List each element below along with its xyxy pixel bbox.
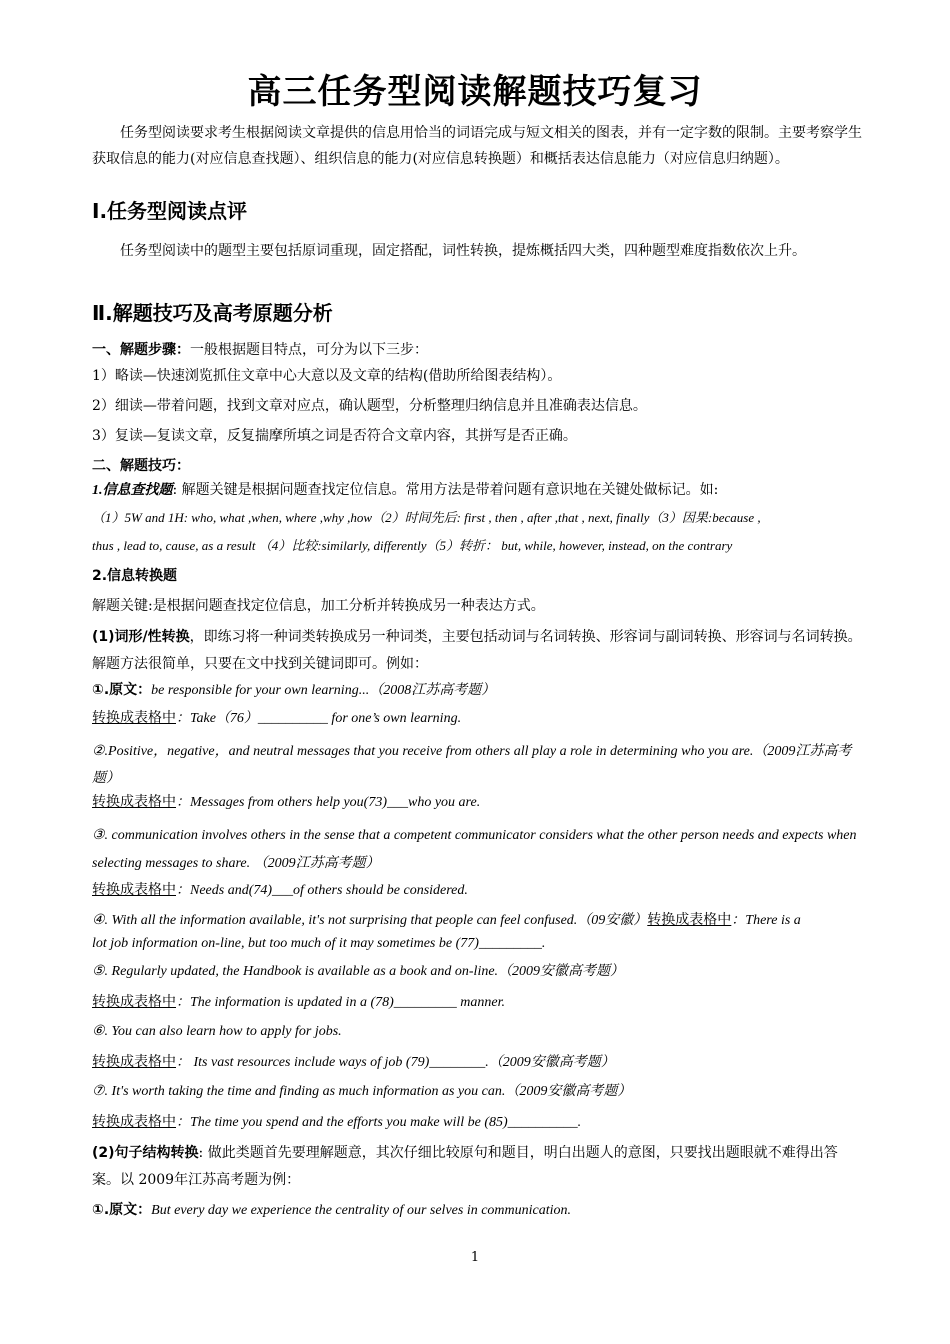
- step-3: 3）复读—复读文章，反复揣摩所填之词是否符合文章内容，其拼写是否正确。: [92, 428, 577, 444]
- ex3-converted: [92, 880, 862, 901]
- ex4-converted: lot job information on-line, but too much of it may sometimes be (77)_________.: [92, 936, 546, 951]
- skills-label: 二、解题技巧：: [92, 458, 190, 474]
- ex7-original: ⑦. It's worth taking the time and finding as much information as you can.（2009安徽高考题）: [92, 1084, 632, 1099]
- ex4-original: [92, 910, 862, 931]
- convert-tag: 转换成表格中: [92, 1114, 176, 1130]
- ex1-orig-text: be responsible for your own learning...（2008江苏高考题）: [151, 683, 496, 698]
- convert-tag: 转换成表格中: [92, 710, 176, 726]
- page-number: 1: [470, 1250, 480, 1265]
- form-text: ，即练习将一种词类转换成另一种词类，主要包括动词与名词转换、形容词与副词转换、形容词与名词转换。解题方法很简单，只要在文中找到关键词即可。例如：: [92, 629, 862, 672]
- step-1: 1）略读—快速浏览抓住文章中心大意以及文章的结构(借助所给图表结构）。: [92, 368, 562, 384]
- find-label: 1.信息查找题: [92, 483, 173, 498]
- sentence-ex-label: ①.原文：: [92, 1202, 152, 1218]
- convert-label: 2.信息转换题: [92, 568, 178, 584]
- find-line: [92, 480, 862, 501]
- ex4-orig-text: ④. With all the information available, it's not surprising that people can feel confused.（09安徽）: [92, 913, 648, 928]
- ex1-orig-label: ①.原文：: [92, 682, 152, 698]
- page-title: 高三任务型阅读解题技巧复习: [247, 72, 703, 112]
- form-label: (1)词形/性转换: [92, 629, 190, 645]
- form-paragraph: [92, 624, 862, 678]
- find-line-2: （1）5W and 1H: who, what ,when, where ,why ,how（2）时间先后: first , then , after ,that , next, finally（3）因果:because ,: [92, 510, 761, 525]
- find-line-3: thus , lead to, cause, as a result （4）比较:similarly, differently（5）转折： but, while, however, instead, on the contrary: [92, 538, 733, 553]
- ex1-converted: [92, 708, 862, 729]
- section2-heading: Ⅱ.解题技巧及高考原题分析: [92, 301, 333, 325]
- sentence-example: [92, 1200, 862, 1221]
- steps-line: [92, 340, 862, 360]
- ex5-converted: [92, 992, 862, 1013]
- ex2-conv-text: ：Messages from others help you(73)___who you are.: [176, 795, 481, 810]
- sentence-label: (2)句子结构转换: [92, 1145, 199, 1161]
- ex6-conv-text: ： Its vast resources include ways of job (79)________.（2009安徽高考题）: [176, 1055, 615, 1070]
- ex6-converted: [92, 1052, 862, 1073]
- ex2-converted: [92, 792, 862, 813]
- ex1-original: [92, 680, 862, 701]
- ex6-original: ⑥. You can also learn how to apply for jobs.: [92, 1024, 342, 1039]
- steps-label: 一、解题步骤：: [92, 342, 190, 358]
- convert-tag: 转换成表格中: [92, 882, 176, 898]
- convert-tag: 转换成表格中: [92, 1054, 176, 1070]
- ex5-conv-text: ：The information is updated in a (78)_________ manner.: [176, 995, 505, 1010]
- sentence-ex-text: But every day we experience the centrality of our selves in communication.: [151, 1203, 572, 1218]
- ex1-conv-text: ：Take（76）__________ for one’s own learning.: [176, 711, 462, 726]
- convert-key: 解题关键:是根据问题查找定位信息，加工分析并转换成另一种表达方式。: [92, 598, 545, 614]
- step-2: 2）细读—带着问题，找到文章对应点，确认题型，分析整理归纳信息并且准确表达信息。: [92, 398, 647, 414]
- convert-tag: 转换成表格中: [92, 794, 176, 810]
- sentence-paragraph: [92, 1140, 862, 1194]
- intro-paragraph: 任务型阅读要求考生根据阅读文章提供的信息用恰当的词语完成与短文相关的图表，并有一定字数的限制。主要考察学生获取信息的能力(对应信息查找题）、组织信息的能力(对应信息转换题）和概括表达信息能力（对应信息归纳题）。: [92, 125, 862, 167]
- section1-heading: Ⅰ.任务型阅读点评: [92, 199, 248, 223]
- ex7-conv-text: ：The time you spend and the efforts you make will be (85)__________.: [176, 1115, 582, 1130]
- convert-tag: 转换成表格中: [647, 912, 732, 928]
- section1-body: 任务型阅读中的题型主要包括原词重现，固定搭配，词性转换，提炼概括四大类，四种题型难度指数依次上升。: [120, 243, 806, 259]
- steps-text: 一般根据题目特点，可分为以下三步：: [190, 342, 428, 358]
- ex2-original: ②.Positive，negative，and neutral messages that you receive from others all play a role in determining who you are.（2009江苏高考题）: [92, 744, 852, 786]
- convert-tag: 转换成表格中: [92, 994, 176, 1010]
- find-text: : 解题关键是根据问题查找定位信息。常用方法是带着问题有意识地在关键处做标记。如:: [172, 482, 719, 498]
- ex5-original: ⑤. Regularly updated, the Handbook is available as a book and on-line.（2009安徽高考题）: [92, 964, 625, 979]
- ex3-conv-text: ：Needs and(74)___of others should be considered.: [176, 883, 468, 898]
- sentence-text: : 做此类题首先要理解题意，其次仔细比较原句和题目，明白出题人的意图，只要找出题眼就不难得出答案。以 2009年江苏高考题为例：: [92, 1145, 838, 1188]
- ex3-original: ③. communication involves others in the sense that a competent communicator considers what the other person needs and expects when selecting messages to share. （2009江苏高考题）: [92, 828, 857, 871]
- ex4-conv-a: ：There is a: [731, 913, 801, 928]
- ex7-converted: [92, 1112, 862, 1133]
